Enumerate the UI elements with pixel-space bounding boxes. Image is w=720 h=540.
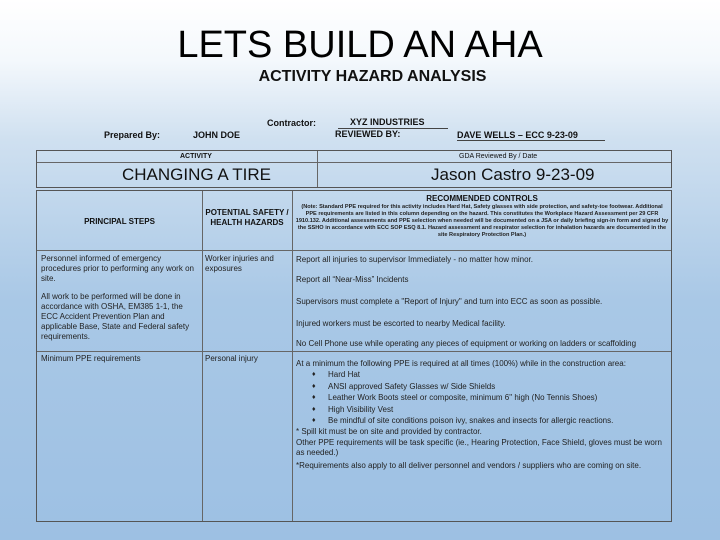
ppe-note-task-specific: Other PPE requirements will be task specific (ie., Hearing Protection, Face Shield, gloves must be worn as needed.) — [296, 438, 662, 457]
prepared-by-value: JOHN DOE — [193, 130, 241, 140]
principal-steps-header: PRINCIPAL STEPS — [84, 217, 155, 226]
ppe-note-spill-kit: * Spill kit must be on site and provided by contractor. — [296, 427, 482, 436]
document-title: ACTIVITY HAZARD ANALYSIS — [258, 68, 487, 85]
hazard-worker-injuries: Worker injuries and exposures — [205, 254, 274, 273]
hazard-table — [36, 190, 672, 522]
activity-value: CHANGING A TIRE — [122, 165, 271, 184]
gda-label: GDA Reviewed By / Date — [459, 153, 538, 160]
ppe-item-vest: ♦ High Visibility Vest — [312, 404, 394, 414]
ppe-note-vendors: *Requirements also apply to all deliver personnel and vendors / suppliers who are coming on site. — [296, 461, 642, 470]
row-rule — [37, 351, 671, 352]
diamond-bullet-icon: ♦ — [312, 417, 316, 424]
ppe-item-site-conditions: ♦ Be mindful of site conditions poison ivy, snakes and insects for allergic reactions. — [312, 416, 614, 425]
diamond-bullet-icon: ♦ — [312, 382, 316, 390]
step-minimum-ppe: Minimum PPE requirements — [41, 354, 141, 363]
control-near-miss: Report all “Near-Miss” Incidents — [296, 275, 409, 284]
activity-label: ACTIVITY — [180, 153, 212, 160]
activity-row — [36, 150, 672, 188]
contractor-value: XYZ INDUSTRIES — [350, 117, 425, 127]
ppe-item-safety-glasses: ♦ ANSI approved Safety Glasses w/ Side Shields — [312, 381, 496, 391]
control-report-of-injury: Supervisors must complete a "Report of Injury" and turn into ECC as soon as possible. — [296, 297, 603, 306]
diamond-bullet-icon: ♦ — [312, 394, 316, 401]
col-divider-1 — [202, 191, 203, 521]
hazard-personal-injury: Personal injury — [205, 354, 258, 363]
control-report-injuries: Report all injuries to supervisor Immediately - no matter how minor. — [296, 255, 533, 264]
ppe-bullet-list — [296, 369, 668, 427]
ppe-item-work-boots: ♦ Leather Work Boots steel or composite, minimum 6" high (No Tennis Shoes) — [312, 393, 598, 402]
ppe-item-hard-hat: ♦ Hard Hat — [312, 370, 361, 379]
reviewed-underline — [457, 140, 605, 141]
control-cell-phone: No Cell Phone use while operating any pieces of equipment or working on ladders or scaffolding — [296, 339, 637, 348]
slide-title: LETS BUILD AN AHA — [177, 24, 543, 66]
step-compliance: All work to be performed will be done in accordance with OSHA, EM385 1-1, the ECC Accident Prevention Plan and applicable Base, State and Federal safety requirements. — [41, 292, 190, 341]
reviewed-by-value: DAVE WELLS – ECC 9-23-09 — [457, 130, 578, 140]
ppe-intro: At a minimum the following PPE is required at all times (100%) while in the construction area: — [296, 359, 626, 368]
header-rule — [37, 250, 671, 251]
step-emergency-procedures: Personnel informed of emergency procedures prior to performing any work on site. — [41, 254, 194, 283]
prepared-by-label: Prepared By: — [104, 130, 161, 140]
diamond-bullet-icon: ♦ — [312, 405, 316, 413]
activity-rule — [37, 162, 671, 163]
activity-divider — [317, 151, 318, 187]
control-medical-escort: Injured workers must be escorted to nearby Medical facility. — [296, 319, 506, 328]
gda-value: Jason Castro 9-23-09 — [431, 165, 595, 184]
ppe-note: (Note: Standard PPE required for this activity includes Hard Hat, Safety glasses with side protection, and safety-toe footwear. Additional PPE requirements are listed in this column depending on the hazard. This constitutes the Workplace Hazard Assessment per 29 CFR 1910.132. Additional assessments and PPE selection when needed will be documented on a JSA or daily briefing sign-in form and signed by the SSHO in accordance with ECC SOP ESQ 8.1. Hazard assessment and respirator selection for inhalation hazards are documented in the site Respiratory Protection Plan.) — [295, 204, 669, 238]
contractor-label: Contractor: — [267, 118, 316, 128]
col-divider-2 — [292, 191, 293, 521]
diamond-bullet-icon: ♦ — [312, 371, 316, 378]
hazards-header: POTENTIAL SAFETY / HEALTH HAZARDS — [205, 208, 289, 227]
recommended-controls-header: RECOMMENDED CONTROLS — [426, 194, 538, 203]
reviewed-by-label: REVIEWED BY: — [335, 129, 401, 139]
